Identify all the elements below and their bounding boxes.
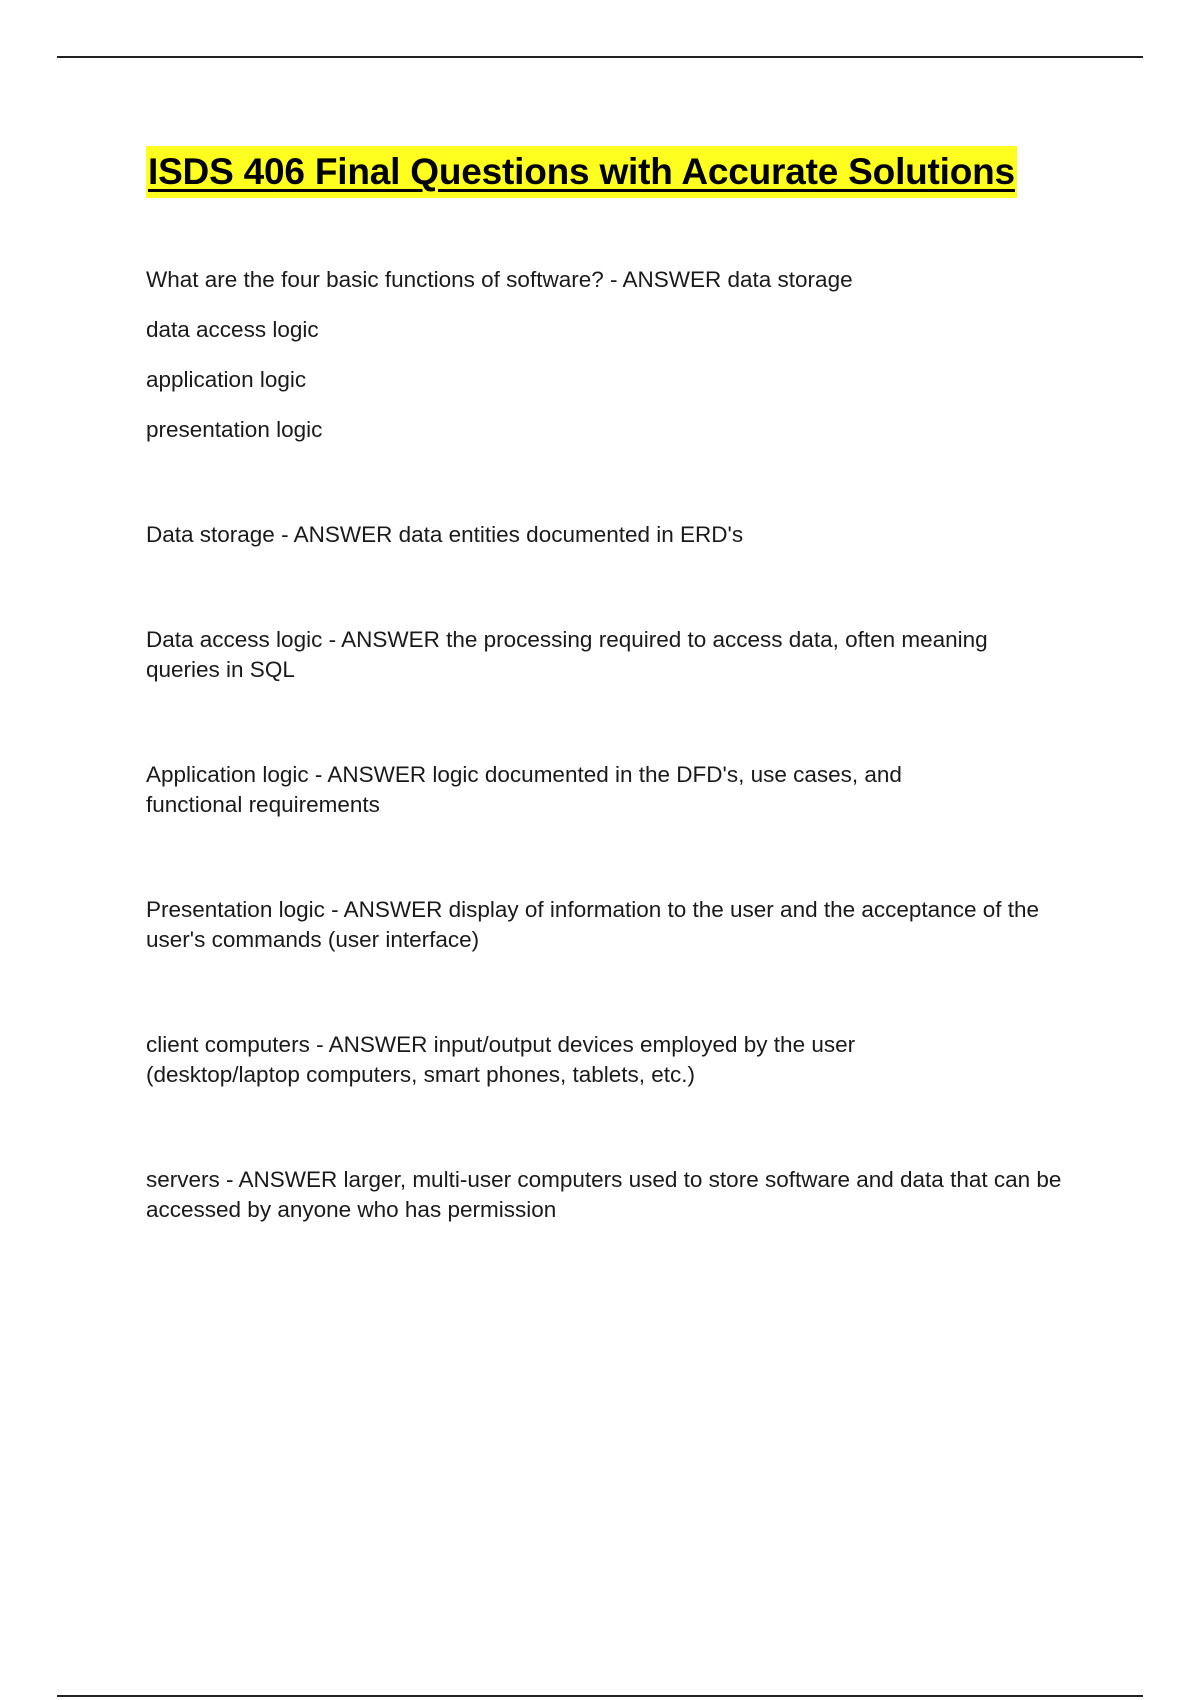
answer-separator: - ANSWER bbox=[324, 897, 449, 922]
answer-text: the processing required to access data, often meaning queries in SQL bbox=[146, 627, 988, 682]
question-text: Presentation logic bbox=[146, 897, 325, 922]
qa-list bbox=[146, 265, 1096, 1225]
question-text: servers bbox=[146, 1167, 220, 1192]
top-rule bbox=[57, 56, 1143, 58]
bottom-rule bbox=[57, 1695, 1143, 1697]
question-text: Data access logic bbox=[146, 627, 323, 652]
qa-item bbox=[146, 895, 1096, 955]
qa-item bbox=[146, 1030, 1096, 1090]
page-title: ISDS 406 Final Questions with Accurate Solutions bbox=[146, 146, 1017, 198]
answer-line: presentation logic bbox=[146, 417, 323, 442]
answer-separator: - ANSWER bbox=[322, 627, 447, 652]
qa-text bbox=[146, 895, 1046, 955]
answer-text: input/output devices employed by the user (desktop/laptop computers, smart phones, tablets, etc.) bbox=[146, 1032, 856, 1087]
qa-item bbox=[146, 1165, 1096, 1225]
question-text: What are the four basic functions of software? bbox=[146, 267, 604, 292]
answer-separator: - ANSWER bbox=[603, 267, 728, 292]
qa-text bbox=[146, 625, 1046, 685]
qa-text bbox=[146, 520, 1096, 550]
qa-item bbox=[146, 265, 1096, 445]
answer-separator: - ANSWER bbox=[308, 762, 433, 787]
answer-text: logic documented in the DFD's, use cases, and functional requirements bbox=[146, 762, 902, 817]
qa-text bbox=[146, 1165, 1096, 1225]
question-text: Data storage bbox=[146, 522, 275, 547]
title-container bbox=[146, 146, 1017, 198]
answer-line: data access logic bbox=[146, 317, 319, 342]
question-text: Application logic bbox=[146, 762, 309, 787]
answer-separator: - ANSWER bbox=[219, 1167, 344, 1192]
answer-separator: - ANSWER bbox=[274, 522, 399, 547]
answer-text: display of information to the user and the acceptance of the user's commands (user interface) bbox=[146, 897, 1039, 952]
answer-text: larger, multi-user computers used to store software and data that can be accessed by anyone who has permission bbox=[146, 1167, 1062, 1222]
qa-item bbox=[146, 760, 1096, 820]
qa-text bbox=[146, 1030, 946, 1090]
answer-separator: - ANSWER bbox=[309, 1032, 434, 1057]
answer-line: application logic bbox=[146, 367, 307, 392]
qa-text bbox=[146, 760, 976, 820]
answer-text: data entities documented in ERD's bbox=[398, 522, 744, 547]
answer-text: data storage bbox=[727, 267, 853, 292]
question-text: client computers bbox=[146, 1032, 310, 1057]
qa-text bbox=[146, 265, 906, 295]
qa-item bbox=[146, 625, 1096, 685]
qa-item bbox=[146, 520, 1096, 550]
